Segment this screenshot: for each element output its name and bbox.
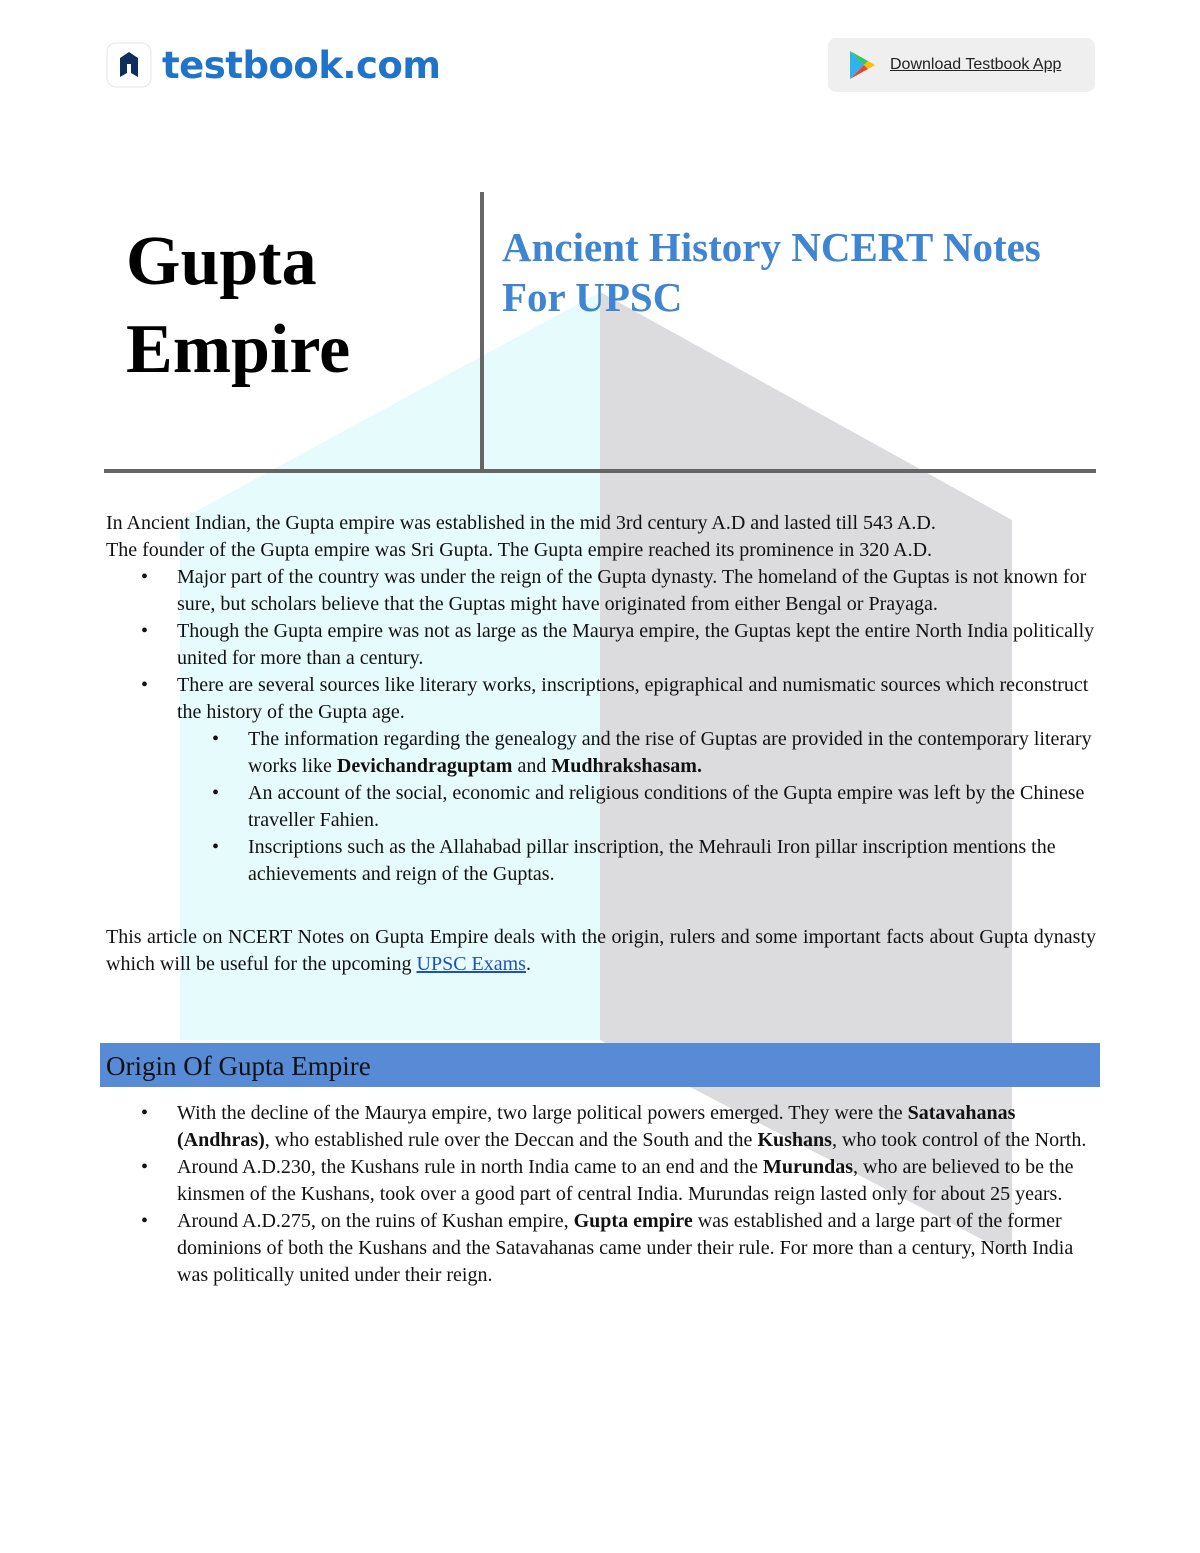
intro-bullet-list: [106, 564, 1096, 888]
page-title: [126, 218, 466, 394]
bold-term: Murundas: [762, 1156, 854, 1178]
title-line-1: Gupta: [126, 223, 317, 300]
list-item-text: With the decline of the Maurya empire, two large political powers emerged. They were the: [177, 1102, 908, 1124]
bold-term: Gupta empire: [573, 1210, 693, 1232]
list-item-text: , who took control of the North.: [831, 1129, 1087, 1151]
article-note-text: This article on NCERT Notes on Gupta Empire deals with the origin, rulers and some important facts about Gupta dynasty which will be useful for the upcoming: [106, 926, 1096, 975]
horizontal-divider: [104, 469, 1096, 473]
article-note-end: .: [525, 953, 531, 975]
bold-term: Kushans: [757, 1129, 832, 1151]
list-item: [177, 1208, 1096, 1289]
list-item: • Though the Gupta empire was not as large as the Maurya empire, the Guptas kept the entire North India politically united for more than a century.: [177, 618, 1096, 672]
vertical-divider: [480, 192, 484, 470]
intro-section: [106, 510, 1096, 978]
list-item-text: Around A.D.230, the Kushans rule in north India came to an end and the: [177, 1156, 763, 1178]
list-item: • Inscriptions such as the Allahabad pillar inscription, the Mehrauli Iron pillar inscription mentions the achievements and reign of the Guptas.: [248, 834, 1096, 888]
download-app-label: Download Testbook App: [890, 56, 1062, 73]
list-item: • An account of the social, economic and religious conditions of the Gupta empire was left by the Chinese traveller Fahien.: [248, 780, 1096, 834]
title-line-2: Empire: [126, 311, 351, 388]
section-header-bar: [100, 1043, 1100, 1087]
list-item-text: and: [512, 755, 552, 777]
bold-term: Satavahanas (Andhras): [177, 1102, 1016, 1151]
list-item-text: There are several sources like literary works, inscriptions, epigraphical and numismatic sources which reconstruct the history of the Gupta age.: [177, 674, 1089, 723]
google-play-icon: [848, 50, 876, 80]
page-subtitle: [502, 222, 1102, 322]
testbook-logo-icon: [106, 42, 152, 88]
list-item: [248, 726, 1096, 780]
list-item: [177, 672, 1096, 888]
upsc-exams-link[interactable]: UPSC Exams: [416, 953, 526, 975]
intro-line-1: In Ancient Indian, the Gupta empire was established in the mid 3rd century A.D and lasted till 543 A.D.: [106, 512, 936, 534]
list-item-text: Around A.D.275, on the ruins of Kushan empire,: [177, 1210, 574, 1232]
list-item-text: The information regarding the genealogy and the rise of Guptas are provided in the contemporary literary works like: [248, 728, 1092, 777]
sources-sub-list: [177, 726, 1096, 888]
list-item: [177, 1154, 1096, 1208]
list-item: • Major part of the country was under the reign of the Gupta dynasty. The homeland of the Guptas is not known for sure, but scholars believe that the Guptas might have originated from either Bengal or Prayaga.: [177, 564, 1096, 618]
bold-term: Devichandraguptam: [336, 755, 513, 777]
article-note: [106, 924, 1096, 978]
list-item-text: , who are believed to be the kinsmen of the Kushans, took over a good part of central India. Murundas reign lasted only for about 25 years.: [177, 1156, 1074, 1205]
intro-line-2: The founder of the Gupta empire was Sri Gupta. The Gupta empire reached its prominence in 320 A.D.: [106, 539, 933, 561]
subtitle-line-1: Ancient History NCERT Notes: [502, 224, 1041, 270]
list-item-text: , who established rule over the Deccan and the South and the: [264, 1129, 758, 1151]
subtitle-line-2: For UPSC: [502, 274, 683, 320]
download-app-button[interactable]: [828, 38, 1095, 92]
origin-bullet-list: [106, 1100, 1096, 1289]
origin-section: [106, 1100, 1096, 1289]
list-item-text: was established and a large part of the former dominions of both the Kushans and the Satavahanas came under their rule. For more than a century, North India was politically united under their reign.: [177, 1210, 1074, 1286]
list-item: [177, 1100, 1096, 1154]
bold-term: Mudhrakshasam.: [551, 755, 702, 777]
logo-text: testbook.com: [162, 43, 441, 87]
section-title: Origin Of Gupta Empire: [106, 1051, 371, 1081]
testbook-logo[interactable]: [106, 42, 440, 88]
